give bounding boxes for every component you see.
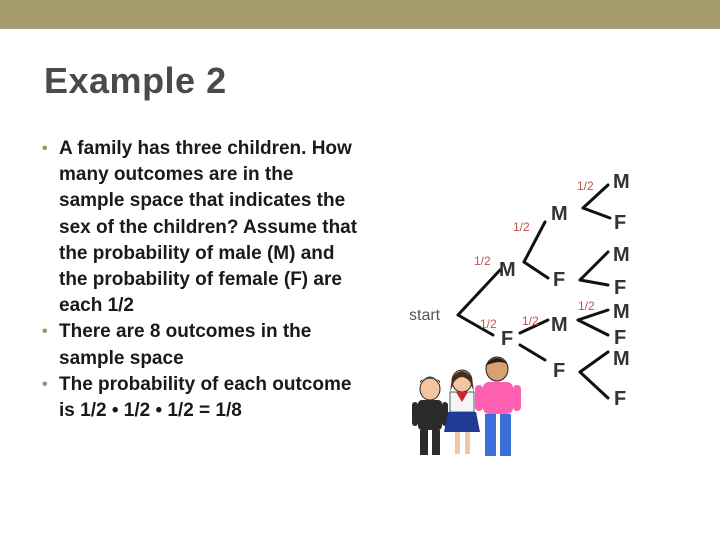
leaf-m: M bbox=[613, 171, 630, 193]
leaf-f: F bbox=[614, 212, 627, 234]
bullet-list bbox=[42, 136, 362, 424]
top-accent-bar bbox=[0, 0, 720, 29]
leaf-f: F bbox=[614, 277, 627, 299]
bullet-item: • The probability of each outcome is 1/2 • 1/2 • 1/2 = 1/8 bbox=[42, 372, 362, 424]
prob-label: 1/2 bbox=[522, 314, 539, 328]
leaf-m: M bbox=[613, 301, 630, 323]
node-m: M bbox=[551, 314, 568, 336]
prob-label: 1/2 bbox=[578, 299, 595, 313]
node-m: M bbox=[499, 259, 516, 281]
slide-title: Example 2 bbox=[44, 60, 227, 101]
leaf-m: M bbox=[613, 244, 630, 266]
prob-label: 1/2 bbox=[480, 317, 497, 331]
prob-label: 1/2 bbox=[513, 220, 530, 234]
children-illustration-icon bbox=[412, 357, 521, 456]
node-f: F bbox=[553, 360, 566, 382]
leaf-f: F bbox=[614, 327, 627, 349]
bullet-item: • A family has three children. How many outcomes are in the sample space that indicates the sex of the children? Assume that the probability of male (M) and the probability of female (F) are each 1/2 bbox=[42, 136, 362, 319]
tree-diagram bbox=[400, 160, 650, 470]
prob-label: 1/2 bbox=[474, 254, 491, 268]
leaf-m: M bbox=[613, 348, 630, 370]
prob-label: 1/2 bbox=[577, 179, 594, 193]
start-label: start bbox=[409, 307, 441, 324]
bullet-item: • There are 8 outcomes in the sample space bbox=[42, 319, 362, 371]
node-f: F bbox=[553, 269, 566, 291]
node-f: F bbox=[501, 328, 514, 350]
node-m: M bbox=[551, 203, 568, 225]
leaf-f: F bbox=[614, 388, 627, 410]
